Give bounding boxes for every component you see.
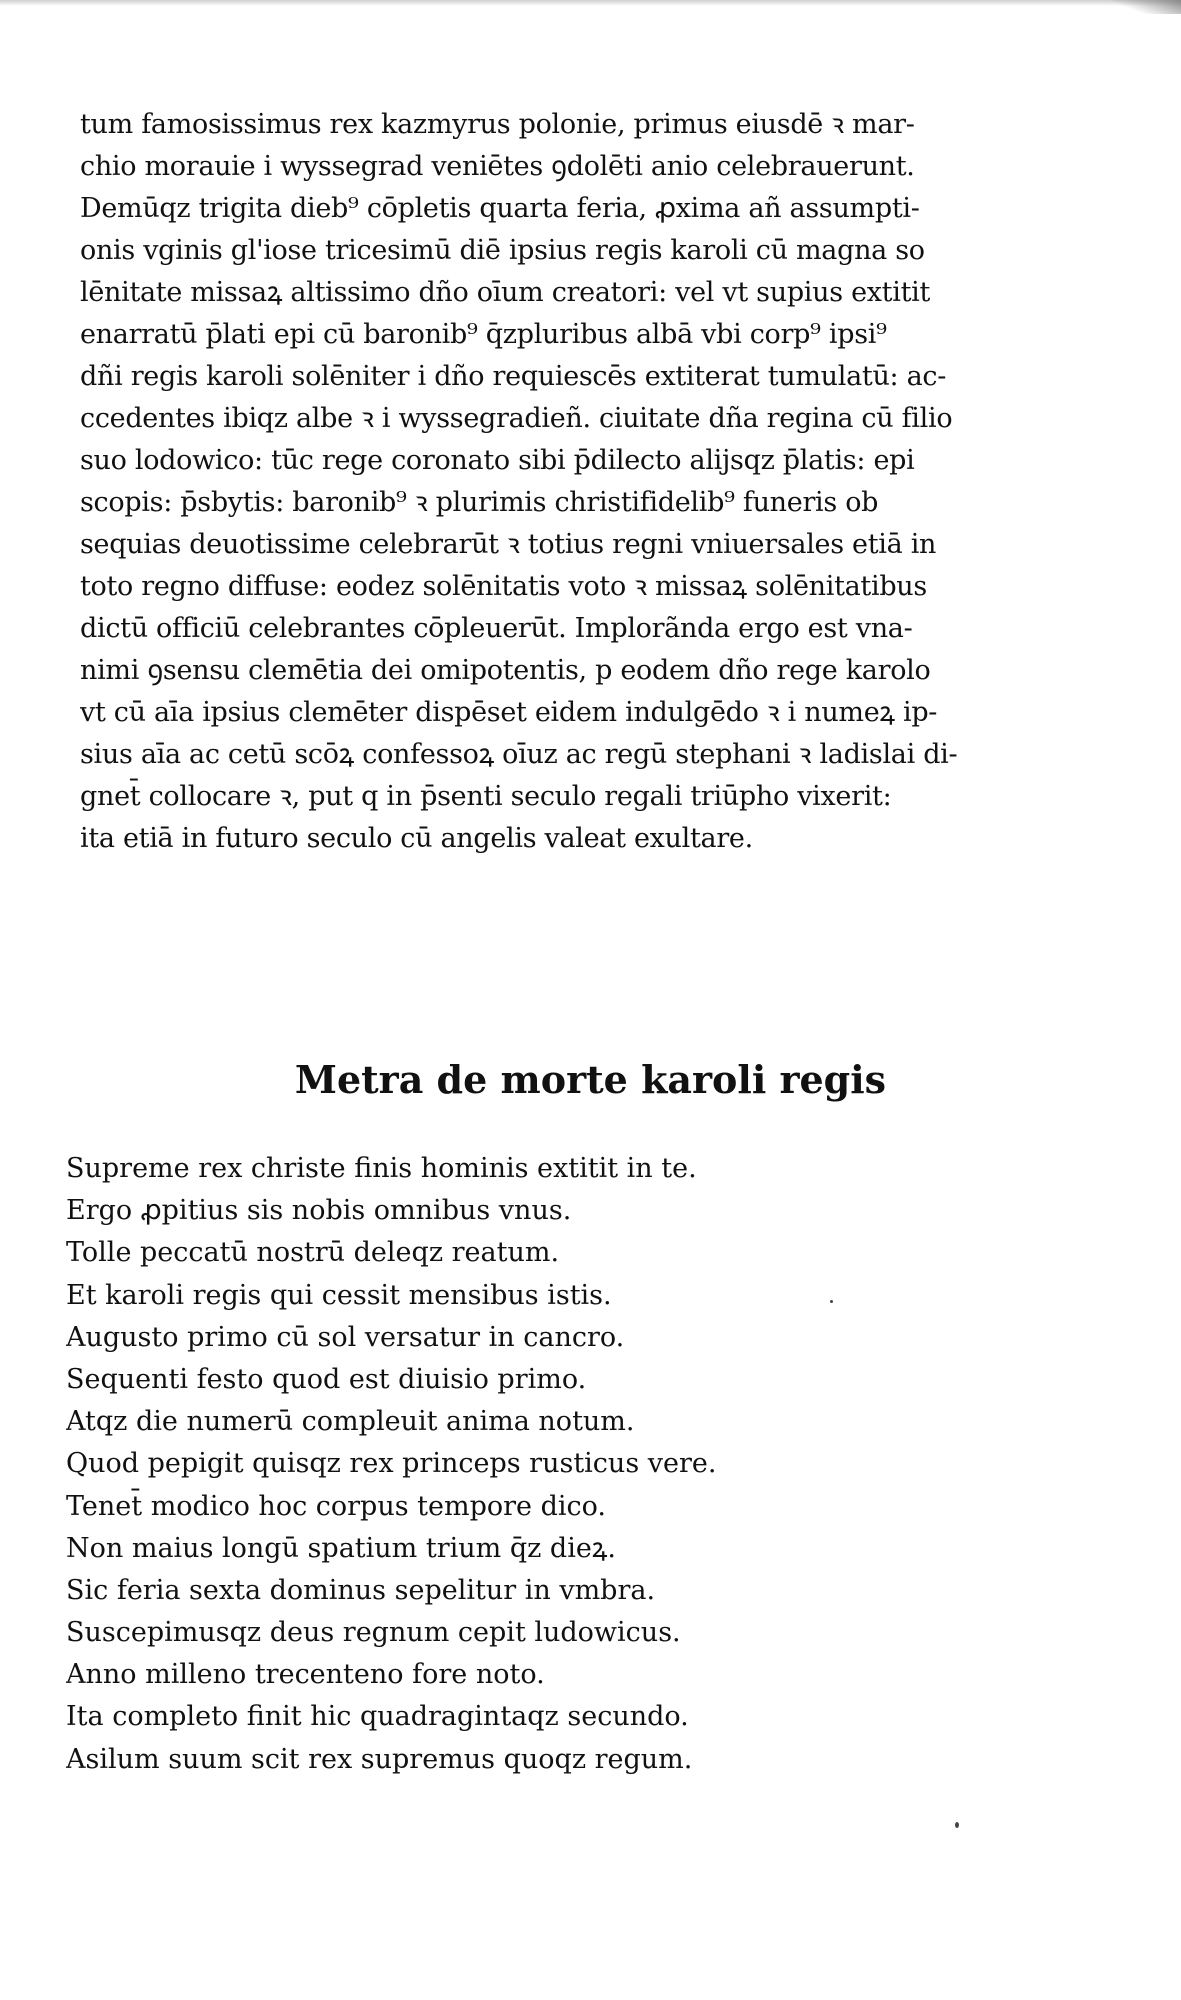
verse-line: Quod pepigit quisqz rex princeps rusticus vere.: [66, 1448, 717, 1480]
prose-line: ccedentes ibiqz albe ꝛ i wyssegradieñ. ciuitate dña regina cū filio: [80, 403, 953, 434]
prose-line: nimi ꝯsensu clemētia dei omipotentis, p eodem dño rege karolo: [80, 655, 931, 686]
ink-speck: [830, 1300, 833, 1303]
verse-line: Anno milleno trecenteno fore noto.: [66, 1659, 545, 1691]
verse-line: Ita completo finit hic quadragintaqz secundo.: [66, 1701, 689, 1733]
prose-line: enarratū p̄lati epi cū baronib⁹ q̄zpluribus albā vbi corp⁹ ipsi⁹: [80, 319, 887, 350]
prose-line: Demūqz trigita dieb⁹ cōpletis quarta feria, ꝓxima añ assumpti-: [80, 193, 920, 224]
verse-line: Sequenti festo quod est diuisio primo.: [66, 1363, 587, 1395]
prose-line: dñi regis karoli solēniter i dño requiescēs extiterat tumulatū: ac-: [80, 361, 947, 392]
verse-line: Sic feria sexta dominus sepelitur in vmbra.: [66, 1574, 656, 1606]
corner-smudge: [1111, 0, 1181, 14]
section-heading: Metra de morte karoli regis: [294, 1057, 887, 1102]
prose-line: ita etiā in futuro seculo cū angelis valeat exultare.: [80, 823, 753, 854]
prose-line: lēnitate missaꝝ altissimo dño oīum creatori: vel vt supius extitit: [80, 277, 930, 308]
prose-line: vt cū aīa ipsius clemēter dispēset eidem indulgēdo ꝛ i numeꝝ ip-: [80, 697, 938, 728]
prose-line: gnet̄ collocare ꝛ, put q in p̄senti seculo regali triūpho vixerit:: [80, 781, 892, 812]
verse-line: Augusto primo cū sol versatur in cancro.: [66, 1321, 625, 1353]
verse-line: Atqz die numerū compleuit anima notum.: [66, 1406, 635, 1438]
prose-line: toto regno diffuse: eodez solēnitatis voto ꝛ missaꝝ solēnitatibus: [80, 571, 927, 602]
verse-line: Non maius longū spatium trium q̄z dieꝝ.: [66, 1532, 616, 1564]
prose-line: sequias deuotissime celebrarūt ꝛ totius regni vniuersales etiā in: [80, 529, 937, 560]
verse-line: Supreme rex christe finis hominis extitit in te.: [66, 1153, 697, 1184]
prose-line: onis vginis gl'iose tricesimū diē ipsius regis karoli cū magna so: [80, 235, 925, 266]
verse-line: Tenet̄ modico hoc corpus tempore dico.: [66, 1490, 607, 1522]
prose-line: sius aīa ac cetū scōꝝ confessoꝝ oīuz ac regū stephani ꝛ ladislai di-: [80, 739, 958, 770]
prose-line: suo lodowico: tūc rege coronato sibi p̄dilecto alijsqz p̄latis: epi: [80, 445, 915, 476]
prose-line: chio morauie i wyssegrad veniētes ꝯdolēti anio celebrauerunt.: [80, 151, 915, 182]
page-top-edge: [0, 0, 1181, 6]
ink-speck: [955, 1822, 959, 1828]
prose-line: scopis: p̄sbytis: baronib⁹ ꝛ plurimis christifidelib⁹ funeris ob: [80, 487, 879, 518]
verse-line: Suscepimusqz deus regnum cepit ludowicus.: [66, 1617, 681, 1649]
verse-line: Asilum suum scit rex supremus quoqz regum.: [66, 1743, 693, 1775]
verse-line: Ergo ꝓpitius sis nobis omnibus vnus.: [66, 1195, 572, 1227]
verse-block: [66, 1148, 1106, 1781]
prose-block: [80, 104, 1120, 860]
verse-line: Tolle peccatū nostrū deleqz reatum.: [66, 1237, 560, 1269]
prose-line: dictū officiū celebrantes cōpleuerūt. Implorãnda ergo est vna-: [80, 613, 913, 644]
prose-line: tum famosissimus rex kazmyrus polonie, primus eiusdē ꝛ mar-: [80, 109, 915, 140]
verse-line: Et karoli regis qui cessit mensibus istis.: [66, 1279, 612, 1311]
